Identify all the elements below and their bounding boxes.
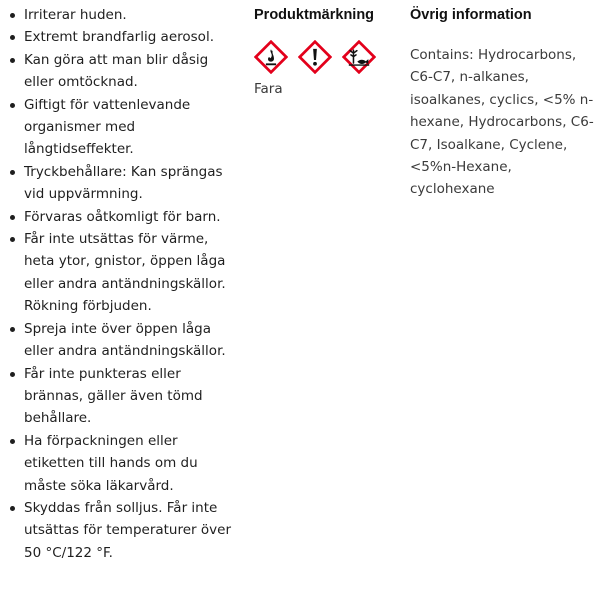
signal-word: Fara (254, 81, 283, 97)
hazard-statement (8, 4, 240, 26)
product-marking-column (254, 4, 394, 99)
hazard-text: Irriterar huden. (24, 7, 127, 23)
product-marking-heading: Produktmärkning (254, 7, 375, 23)
bullet-icon (10, 170, 15, 175)
hazard-text: Får inte utsättas för värme, heta ytor, gnistor, öppen låga eller andra antändningskällor. Rökning förbjuden. (24, 231, 226, 315)
hazard-text: Förvaras oåtkomligt för barn. (24, 208, 221, 225)
environment-pictogram-icon (342, 40, 376, 74)
hazard-statement (8, 497, 240, 564)
hazard-text: Får inte punkteras eller brännas, gäller även tömd behållare. (24, 365, 203, 427)
other-info-heading: Övrig information (410, 7, 532, 23)
hazard-statement (8, 94, 240, 161)
hazard-text: Giftigt för vattenlevande organismer med långtidseffekter. (24, 96, 191, 158)
exclamation-mark-pictogram-icon (298, 40, 332, 74)
bullet-icon (10, 439, 15, 444)
hazard-statement (8, 318, 240, 363)
flame-pictogram-icon (254, 40, 288, 74)
hazard-statement (8, 363, 240, 430)
hazard-text: Ha förpackningen eller etiketten till hands om du måste söka läkarvård. (24, 432, 198, 494)
bullet-icon (10, 237, 15, 242)
other-info-text: Contains: Hydrocarbons, C6-C7, n-alkanes, isoalkanes, cyclics, <5% n-hexane, Hydrocarbons, C6-C7, Isoalkane, Cyclene, <5%n-Hexane, cyclohexane (410, 47, 594, 198)
hazard-text: Extremt brandfarlig aerosol. (24, 29, 214, 46)
bullet-icon (10, 327, 15, 332)
hazard-text: Kan göra att man blir dåsig eller omtöcknad. (24, 51, 209, 91)
hazard-statement (8, 161, 240, 206)
bullet-icon (10, 35, 15, 40)
hazard-statement-list (8, 4, 240, 564)
hazard-statement (8, 228, 240, 318)
bullet-icon (10, 372, 15, 377)
hazard-statement (8, 430, 240, 497)
bullet-icon (10, 13, 15, 18)
hazard-statement (8, 49, 240, 94)
hazard-statement (8, 26, 240, 48)
bullet-icon (10, 506, 15, 511)
hazard-text: Skyddas från solljus. Får inte utsättas för temperaturer över 50 °C/122 °F. (24, 499, 231, 561)
hazard-column (8, 4, 240, 564)
bullet-icon (10, 215, 15, 220)
hazard-text: Spreja inte över öppen låga eller andra antändningskällor. (24, 320, 226, 360)
bullet-icon (10, 58, 15, 63)
other-info-column (410, 4, 600, 201)
ghs-pictogram-row (254, 40, 394, 74)
hazard-text: Tryckbehållare: Kan sprängas vid uppvärmning. (24, 163, 223, 203)
hazard-statement (8, 206, 240, 228)
bullet-icon (10, 103, 15, 108)
